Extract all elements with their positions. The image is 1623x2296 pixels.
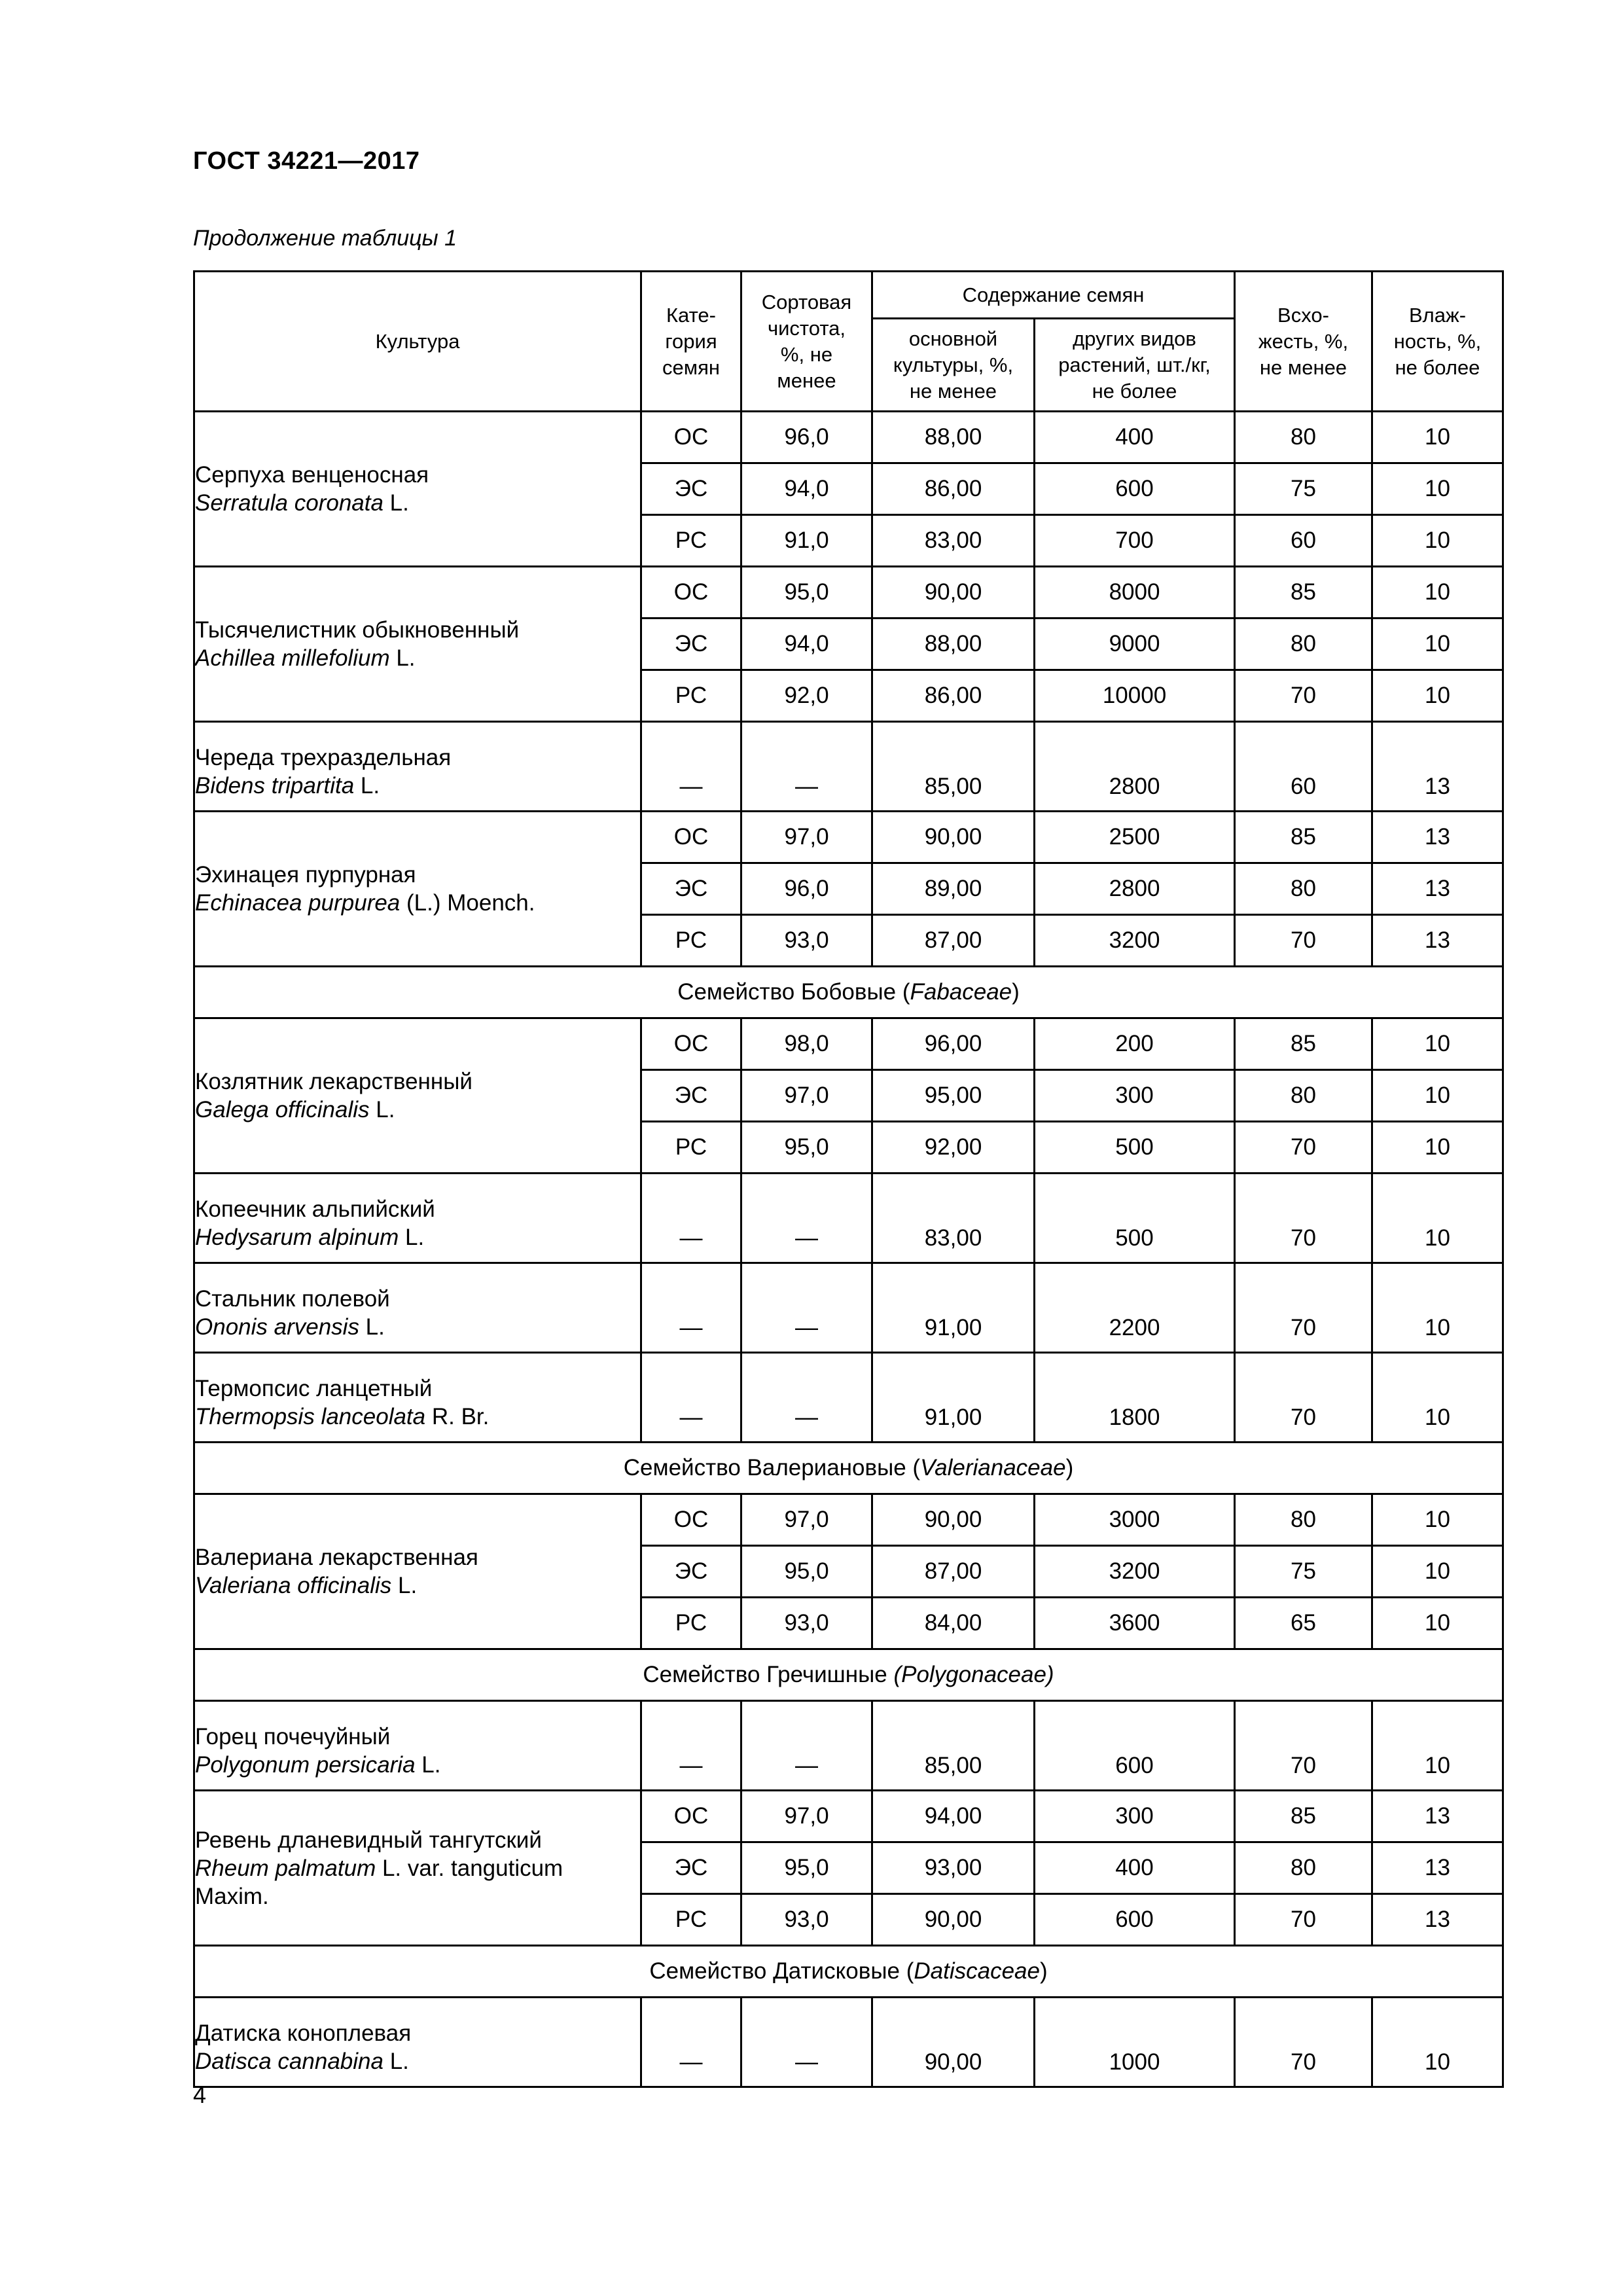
- family-heading: [194, 967, 1503, 1018]
- cell-purity: 95,0: [741, 567, 872, 619]
- culture-cell: [194, 1791, 641, 1946]
- cell-other: 3200: [1035, 1546, 1235, 1598]
- family-latin: (Polygonaceae): [893, 1662, 1054, 1687]
- cell-germ: 75: [1235, 1546, 1372, 1598]
- cell-cat: РС: [641, 1122, 741, 1174]
- table-row: [194, 1353, 1503, 1443]
- cell-moist: 10: [1372, 1263, 1503, 1353]
- col-header-culture: [194, 272, 641, 412]
- culture-name-ru: Тысячелистник обыкновенный: [195, 617, 520, 643]
- family-latin: Fabaceae: [910, 979, 1012, 1005]
- latin-binomial: Valeriana officinalis: [195, 1573, 392, 1598]
- culture-name-ru: Стальник полевой: [195, 1286, 390, 1312]
- cell-main: 91,00: [872, 1263, 1035, 1353]
- cell-main: 91,00: [872, 1353, 1035, 1443]
- cell-other: 9000: [1035, 619, 1235, 670]
- cell-other: 200: [1035, 1018, 1235, 1070]
- family-heading: [194, 1649, 1503, 1701]
- cell-cat: ЭС: [641, 1546, 741, 1598]
- cell-main: 88,00: [872, 619, 1035, 670]
- latin-authority: L.: [383, 2049, 409, 2074]
- cell-main: 88,00: [872, 412, 1035, 463]
- cell-purity: 93,0: [741, 915, 872, 967]
- culture-name-ru: Термопсис ланцетный: [195, 1376, 433, 1401]
- cell-other: 2800: [1035, 722, 1235, 812]
- cell-cat: РС: [641, 515, 741, 567]
- family-heading: [194, 1946, 1503, 1998]
- table-caption: Продолжение таблицы 1: [193, 226, 457, 251]
- family-prefix: Семейство Валериановые (: [623, 1455, 921, 1480]
- latin-authority: L.: [391, 1573, 418, 1598]
- cell-moist: 10: [1372, 412, 1503, 463]
- cell-moist: 10: [1372, 463, 1503, 515]
- cell-moist: 13: [1372, 1791, 1503, 1842]
- cell-germ: 80: [1235, 1070, 1372, 1122]
- cell-main: 87,00: [872, 915, 1035, 967]
- cell-moist: 13: [1372, 915, 1503, 967]
- cell-germ: 60: [1235, 515, 1372, 567]
- table-body: [194, 412, 1503, 2087]
- cell-moist: 10: [1372, 1701, 1503, 1791]
- cell-purity: 97,0: [741, 812, 872, 863]
- cell-cat: РС: [641, 1598, 741, 1649]
- cell-main: 96,00: [872, 1018, 1035, 1070]
- cell-purity: 94,0: [741, 619, 872, 670]
- cell-moist: 13: [1372, 722, 1503, 812]
- col-header-other-species: [1035, 319, 1235, 412]
- cell-main: 90,00: [872, 567, 1035, 619]
- cell-germ: 70: [1235, 1353, 1372, 1443]
- family-suffix: ): [1065, 1455, 1074, 1480]
- cell-moist: 13: [1372, 1842, 1503, 1894]
- cell-other: 600: [1035, 1894, 1235, 1946]
- cell-main: 90,00: [872, 812, 1035, 863]
- table-row: [194, 412, 1503, 463]
- family-suffix: ): [1039, 1958, 1048, 1984]
- latin-authority: L.: [415, 1752, 441, 1778]
- cell-moist: 10: [1372, 515, 1503, 567]
- cell-other: 10000: [1035, 670, 1235, 722]
- cell-main: 95,00: [872, 1070, 1035, 1122]
- cell-other: 3200: [1035, 915, 1235, 967]
- table-row: [194, 1998, 1503, 2087]
- cell-germ: 80: [1235, 1494, 1372, 1546]
- cell-main: 83,00: [872, 1174, 1035, 1263]
- cell-main: 90,00: [872, 1998, 1035, 2087]
- cell-main: 89,00: [872, 863, 1035, 915]
- cell-moist: 10: [1372, 670, 1503, 722]
- table-row: [194, 1701, 1503, 1791]
- col-header-text: Сортовая чистота, %, не менее: [761, 290, 852, 392]
- cell-other: 400: [1035, 1842, 1235, 1894]
- cell-moist: 10: [1372, 1546, 1503, 1598]
- cell-purity: —: [741, 722, 872, 812]
- table-row: [194, 567, 1503, 619]
- culture-name-latin: [195, 1313, 640, 1341]
- cell-cat: ЭС: [641, 863, 741, 915]
- culture-name-latin: [195, 1223, 640, 1251]
- cell-main: 86,00: [872, 463, 1035, 515]
- cell-cat: ОС: [641, 812, 741, 863]
- cell-other: 3000: [1035, 1494, 1235, 1546]
- cell-moist: 10: [1372, 567, 1503, 619]
- latin-binomial: Hedysarum alpinum: [195, 1225, 399, 1250]
- cell-purity: 97,0: [741, 1791, 872, 1842]
- culture-cell: [194, 412, 641, 567]
- family-latin: Datiscaceae: [914, 1958, 1040, 1984]
- culture-name-ru: Козлятник лекарственный: [195, 1069, 473, 1094]
- latin-binomial: Bidens tripartita: [195, 773, 355, 798]
- cell-cat: —: [641, 1263, 741, 1353]
- latin-binomial: Echinacea purpurea: [195, 890, 401, 916]
- cell-main: 93,00: [872, 1842, 1035, 1894]
- cell-purity: 95,0: [741, 1842, 872, 1894]
- col-header-text: Всхо- жесть, %, не менее: [1258, 303, 1349, 379]
- culture-cell: [194, 1701, 641, 1791]
- family-suffix: ): [1012, 979, 1020, 1005]
- cell-germ: 85: [1235, 1791, 1372, 1842]
- cell-cat: —: [641, 1353, 741, 1443]
- cell-main: 92,00: [872, 1122, 1035, 1174]
- cell-germ: 70: [1235, 1701, 1372, 1791]
- cell-moist: 10: [1372, 1174, 1503, 1263]
- cell-main: 85,00: [872, 1701, 1035, 1791]
- cell-purity: 91,0: [741, 515, 872, 567]
- col-header-category: [641, 272, 741, 412]
- culture-cell: [194, 722, 641, 812]
- seed-quality-table: [193, 270, 1504, 2088]
- latin-authority: L.: [399, 1225, 425, 1250]
- family-row: [194, 1946, 1503, 1998]
- latin-authority: R. Br.: [425, 1404, 490, 1429]
- cell-moist: 10: [1372, 1122, 1503, 1174]
- cell-germ: 80: [1235, 412, 1372, 463]
- cell-cat: ОС: [641, 567, 741, 619]
- cell-other: 3600: [1035, 1598, 1235, 1649]
- culture-name-ru: Череда трехраздельная: [195, 745, 452, 770]
- latin-binomial: Thermopsis lanceolata: [195, 1404, 426, 1429]
- family-row: [194, 1443, 1503, 1494]
- cell-main: 94,00: [872, 1791, 1035, 1842]
- culture-cell: [194, 1263, 641, 1353]
- cell-other: 300: [1035, 1070, 1235, 1122]
- culture-name-latin: [195, 1854, 640, 1910]
- culture-name-latin: [195, 1751, 640, 1779]
- cell-purity: —: [741, 1353, 872, 1443]
- cell-other: 1000: [1035, 1998, 1235, 2087]
- cell-germ: 85: [1235, 1018, 1372, 1070]
- cell-purity: —: [741, 1263, 872, 1353]
- latin-authority: (L.) Moench.: [400, 890, 535, 916]
- cell-cat: —: [641, 722, 741, 812]
- latin-binomial: Polygonum persicaria: [195, 1752, 416, 1778]
- culture-cell: [194, 812, 641, 967]
- culture-name-ru: Датиска коноплевая: [195, 2020, 412, 2046]
- col-header-text: Содержание семян: [962, 283, 1145, 306]
- cell-purity: 95,0: [741, 1122, 872, 1174]
- cell-germ: 85: [1235, 812, 1372, 863]
- cell-germ: 70: [1235, 1998, 1372, 2087]
- culture-cell: [194, 1018, 641, 1174]
- col-header-moisture: [1372, 272, 1503, 412]
- culture-name-latin: [195, 644, 640, 672]
- cell-germ: 70: [1235, 1263, 1372, 1353]
- culture-name-latin: [195, 889, 640, 917]
- cell-moist: 10: [1372, 1598, 1503, 1649]
- cell-purity: 96,0: [741, 412, 872, 463]
- cell-moist: 13: [1372, 812, 1503, 863]
- cell-cat: РС: [641, 1894, 741, 1946]
- cell-moist: 10: [1372, 1998, 1503, 2087]
- cell-purity: —: [741, 1998, 872, 2087]
- cell-other: 600: [1035, 1701, 1235, 1791]
- table-row: [194, 1263, 1503, 1353]
- cell-other: 500: [1035, 1122, 1235, 1174]
- cell-germ: 70: [1235, 915, 1372, 967]
- cell-germ: 65: [1235, 1598, 1372, 1649]
- latin-authority: L.: [389, 645, 416, 671]
- cell-purity: 96,0: [741, 863, 872, 915]
- cell-purity: 97,0: [741, 1070, 872, 1122]
- culture-name-latin: [195, 1096, 640, 1124]
- culture-name-ru: Серпуха венценосная: [195, 462, 429, 488]
- cell-cat: ЭС: [641, 1070, 741, 1122]
- cell-main: 87,00: [872, 1546, 1035, 1598]
- cell-purity: 93,0: [741, 1598, 872, 1649]
- cell-cat: —: [641, 1701, 741, 1791]
- culture-cell: [194, 1998, 641, 2087]
- culture-name-ru: Эхинацея пурпурная: [195, 862, 416, 888]
- cell-germ: 80: [1235, 619, 1372, 670]
- cell-purity: 95,0: [741, 1546, 872, 1598]
- family-row: [194, 967, 1503, 1018]
- latin-binomial: Ononis arvensis: [195, 1314, 359, 1340]
- cell-cat: ОС: [641, 412, 741, 463]
- latin-authority: L.: [383, 490, 409, 516]
- cell-germ: 70: [1235, 1122, 1372, 1174]
- cell-purity: —: [741, 1174, 872, 1263]
- col-header-text: Кате- гория семян: [662, 303, 720, 379]
- culture-cell: [194, 567, 641, 722]
- cell-other: 600: [1035, 463, 1235, 515]
- cell-other: 2200: [1035, 1263, 1235, 1353]
- culture-name-ru: Ревень дланевидный тангутский: [195, 1827, 542, 1853]
- cell-cat: ОС: [641, 1791, 741, 1842]
- latin-authority: L.: [354, 773, 380, 798]
- page-number: 4: [193, 2081, 207, 2108]
- culture-name-ru: Горец почечуйный: [195, 1724, 391, 1749]
- table-row: [194, 1174, 1503, 1263]
- family-prefix: Семейство Бобовые (: [677, 979, 910, 1005]
- culture-name-ru: Копеечник альпийский: [195, 1196, 435, 1222]
- table-row: [194, 1791, 1503, 1842]
- cell-moist: 10: [1372, 619, 1503, 670]
- cell-purity: 98,0: [741, 1018, 872, 1070]
- culture-cell: [194, 1353, 641, 1443]
- cell-cat: ОС: [641, 1018, 741, 1070]
- cell-germ: 80: [1235, 1842, 1372, 1894]
- cell-cat: ЭС: [641, 1842, 741, 1894]
- family-heading: [194, 1443, 1503, 1494]
- document-header: ГОСТ 34221—2017: [193, 147, 420, 175]
- cell-purity: 97,0: [741, 1494, 872, 1546]
- latin-binomial: Achillea millefolium: [195, 645, 390, 671]
- cell-main: 90,00: [872, 1894, 1035, 1946]
- cell-germ: 70: [1235, 670, 1372, 722]
- cell-moist: 10: [1372, 1353, 1503, 1443]
- cell-main: 83,00: [872, 515, 1035, 567]
- cell-purity: 93,0: [741, 1894, 872, 1946]
- cell-other: 500: [1035, 1174, 1235, 1263]
- cell-cat: —: [641, 1174, 741, 1263]
- cell-germ: 80: [1235, 863, 1372, 915]
- table-row: [194, 1018, 1503, 1070]
- cell-other: 2800: [1035, 863, 1235, 915]
- cell-cat: ОС: [641, 1494, 741, 1546]
- cell-germ: 60: [1235, 722, 1372, 812]
- cell-germ: 75: [1235, 463, 1372, 515]
- cell-main: 84,00: [872, 1598, 1035, 1649]
- cell-other: 1800: [1035, 1353, 1235, 1443]
- cell-main: 86,00: [872, 670, 1035, 722]
- family-latin: Valerianaceae: [920, 1455, 1066, 1480]
- cell-purity: 92,0: [741, 670, 872, 722]
- cell-cat: РС: [641, 915, 741, 967]
- cell-moist: 10: [1372, 1018, 1503, 1070]
- col-header-text: Влаж- ность, %, не более: [1393, 303, 1482, 379]
- cell-germ: 70: [1235, 1174, 1372, 1263]
- cell-moist: 13: [1372, 863, 1503, 915]
- culture-name-latin: [195, 1571, 640, 1600]
- cell-main: 85,00: [872, 722, 1035, 812]
- cell-moist: 10: [1372, 1070, 1503, 1122]
- culture-name-latin: [195, 772, 640, 800]
- cell-moist: 13: [1372, 1894, 1503, 1946]
- culture-name-latin: [195, 1403, 640, 1431]
- latin-authority: L.: [369, 1097, 395, 1122]
- col-header-text: других видов растений, шт./кг, не более: [1058, 327, 1211, 403]
- cell-cat: ЭС: [641, 463, 741, 515]
- cell-purity: 94,0: [741, 463, 872, 515]
- family-row: [194, 1649, 1503, 1701]
- family-prefix: Семейство Датисковые (: [649, 1958, 914, 1984]
- latin-binomial: Serratula coronata: [195, 490, 383, 516]
- cell-moist: 10: [1372, 1494, 1503, 1546]
- col-header-germination: [1235, 272, 1372, 412]
- cell-other: 8000: [1035, 567, 1235, 619]
- cell-other: 300: [1035, 1791, 1235, 1842]
- cell-other: 400: [1035, 412, 1235, 463]
- cell-main: 90,00: [872, 1494, 1035, 1546]
- table-row: [194, 722, 1503, 812]
- col-header-text: основной культуры, %, не менее: [893, 327, 1014, 403]
- culture-name-ru: Валериана лекарственная: [195, 1545, 478, 1570]
- col-header-purity: [741, 272, 872, 412]
- table-row: [194, 812, 1503, 863]
- cell-cat: ЭС: [641, 619, 741, 670]
- latin-binomial: Datisca cannabina: [195, 2049, 383, 2074]
- culture-cell: [194, 1494, 641, 1649]
- latin-binomial: Galega officinalis: [195, 1097, 370, 1122]
- cell-germ: 70: [1235, 1894, 1372, 1946]
- col-header-main-crop: [872, 319, 1035, 412]
- cell-purity: —: [741, 1701, 872, 1791]
- culture-cell: [194, 1174, 641, 1263]
- table-row: [194, 1494, 1503, 1546]
- col-header-text: Культура: [375, 329, 460, 353]
- culture-name-latin: [195, 2047, 640, 2075]
- latin-authority: L. var. tanguticum Maxim.: [195, 1855, 563, 1909]
- cell-other: 2500: [1035, 812, 1235, 863]
- cell-cat: РС: [641, 670, 741, 722]
- culture-name-latin: [195, 489, 640, 517]
- latin-binomial: Rheum palmatum: [195, 1855, 376, 1881]
- latin-authority: L.: [359, 1314, 385, 1340]
- col-header-content-group: [872, 272, 1235, 319]
- family-prefix: Семейство Гречишные: [643, 1662, 894, 1687]
- cell-germ: 85: [1235, 567, 1372, 619]
- cell-other: 700: [1035, 515, 1235, 567]
- cell-cat: —: [641, 1998, 741, 2087]
